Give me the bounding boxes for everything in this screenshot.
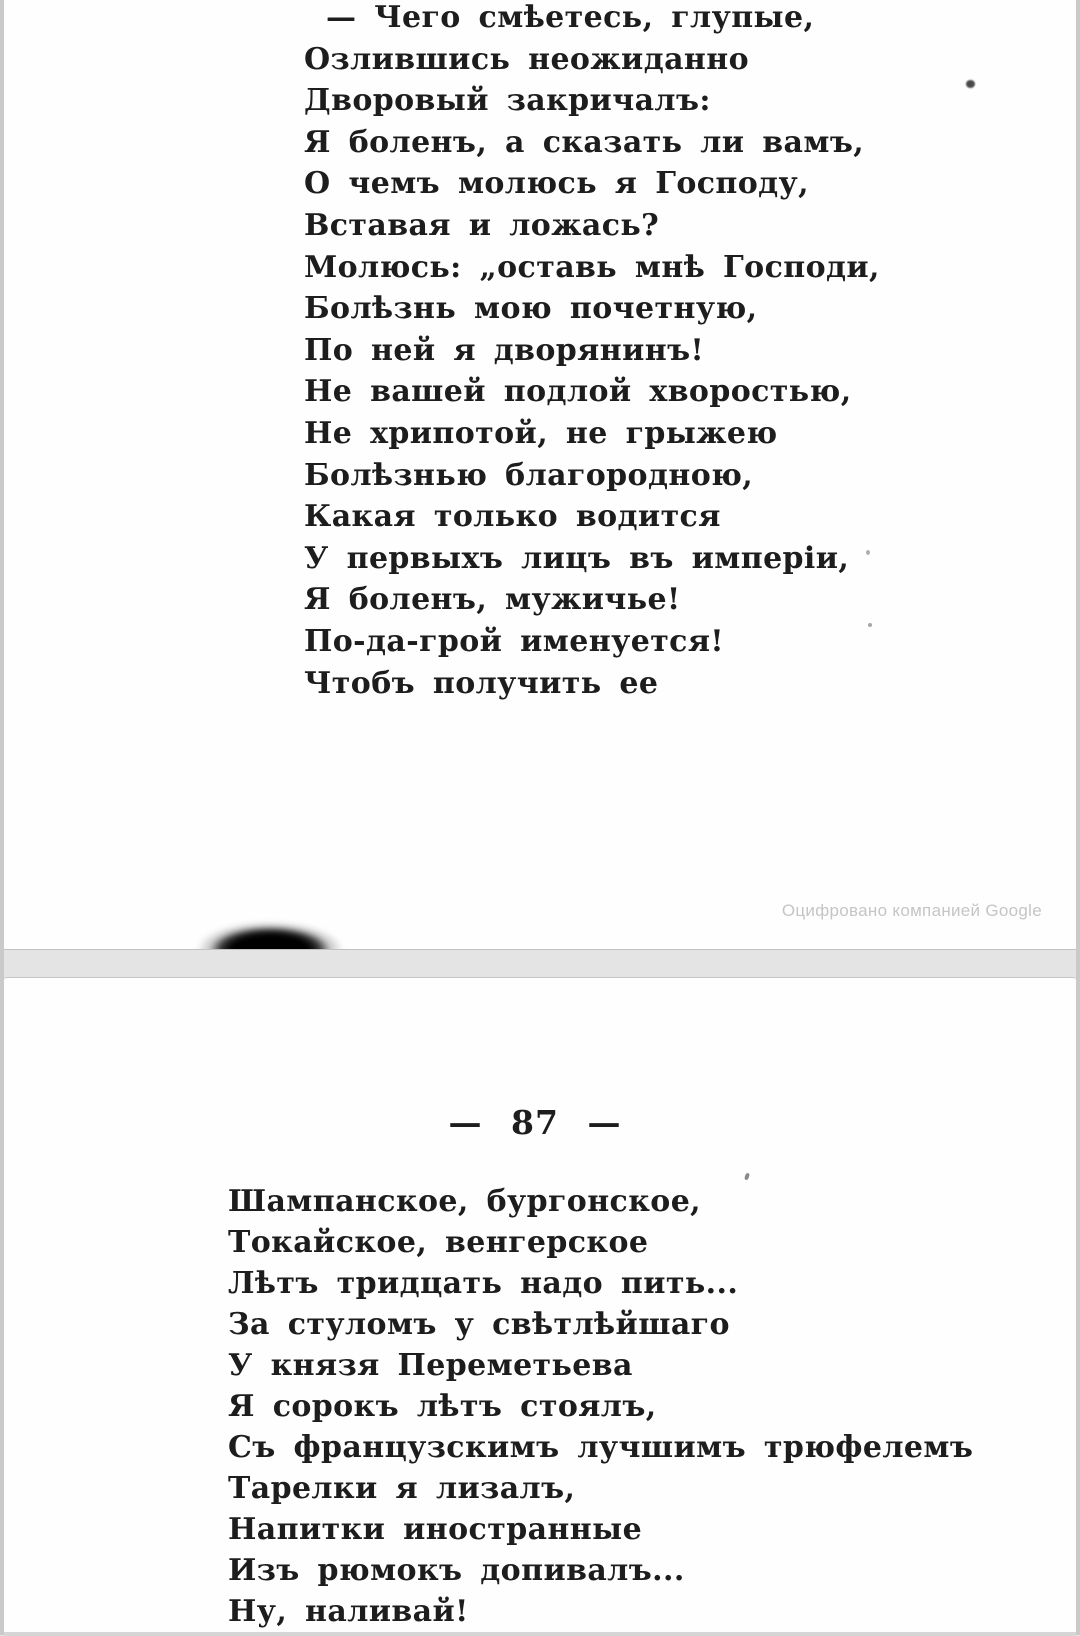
- poem-line: Лѣтъ тридцать надо пить...: [228, 1266, 739, 1301]
- scan-bottom-edge: [4, 1632, 1076, 1636]
- poem-line: Молюсь: „оставь мнѣ Господи,: [304, 249, 880, 285]
- page-number-header: — 87 —: [448, 1103, 622, 1142]
- poem-line: Изъ рюмокъ допивалъ...: [228, 1553, 685, 1588]
- poem-line: Болѣзнью благородною,: [304, 457, 754, 493]
- poem-line: Съ французскимъ лучшимъ трюфелемъ: [228, 1430, 974, 1465]
- poem-line: Тарелки я лизалъ,: [228, 1471, 576, 1506]
- ink-blot: [196, 921, 344, 950]
- poem-line: Я боленъ, мужичье!: [304, 582, 681, 618]
- scan-speck: [966, 80, 975, 88]
- book-page-scan-top: [4, 0, 1076, 950]
- poem-line: Не хрипотой, не грыжею: [304, 415, 778, 451]
- poem-line: По ней я дворянинъ!: [304, 332, 705, 368]
- poem-line: За стуломъ у свѣтлѣйшаго: [228, 1307, 730, 1342]
- poem-line: Ну, наливай!: [228, 1594, 469, 1629]
- poem-line: Дворовый закричалъ:: [304, 83, 711, 119]
- scan-speck: [744, 1173, 750, 1181]
- poem-line: Шампанское, бургонское,: [228, 1184, 702, 1219]
- poem-line: Болѣзнь мою почетную,: [304, 291, 758, 327]
- scan-speck: [868, 623, 872, 627]
- poem-line: Я боленъ, а сказать ли вамъ,: [304, 124, 865, 160]
- poem-line: По-да-грой именуется!: [304, 623, 724, 659]
- poem-line: Я сорокъ лѣтъ стоялъ,: [228, 1389, 657, 1424]
- poem-line: Токайское, венгерское: [228, 1225, 649, 1260]
- poem-line: У первыхъ лицъ въ имперіи,: [304, 540, 850, 576]
- scan-edge-right: [1076, 0, 1080, 1635]
- poem-line: У князя Переметьева: [228, 1348, 633, 1383]
- scan-speck: [866, 550, 870, 555]
- book-page-scan-87: [4, 977, 1076, 1636]
- poem-line: Озлившись неожиданно: [304, 41, 750, 77]
- poem-line: Чтобъ получить ее: [304, 665, 659, 701]
- poem-line: О чемъ молюсь я Господу,: [304, 166, 810, 202]
- poem-stanza: [228, 1181, 973, 1632]
- poem-line: Какая только водится: [304, 499, 721, 535]
- google-digitization-watermark: Оцифровано компанией Google: [781, 901, 1042, 920]
- poem-line: Не вашей подлой хворостью,: [304, 374, 852, 410]
- poem-line: — Чего смѣетесь, глупые,: [326, 0, 815, 35]
- poem-line: Вставая и ложась?: [304, 207, 660, 243]
- poem-line: Напитки иностранные: [228, 1512, 643, 1547]
- poem-stanza: [304, 0, 880, 704]
